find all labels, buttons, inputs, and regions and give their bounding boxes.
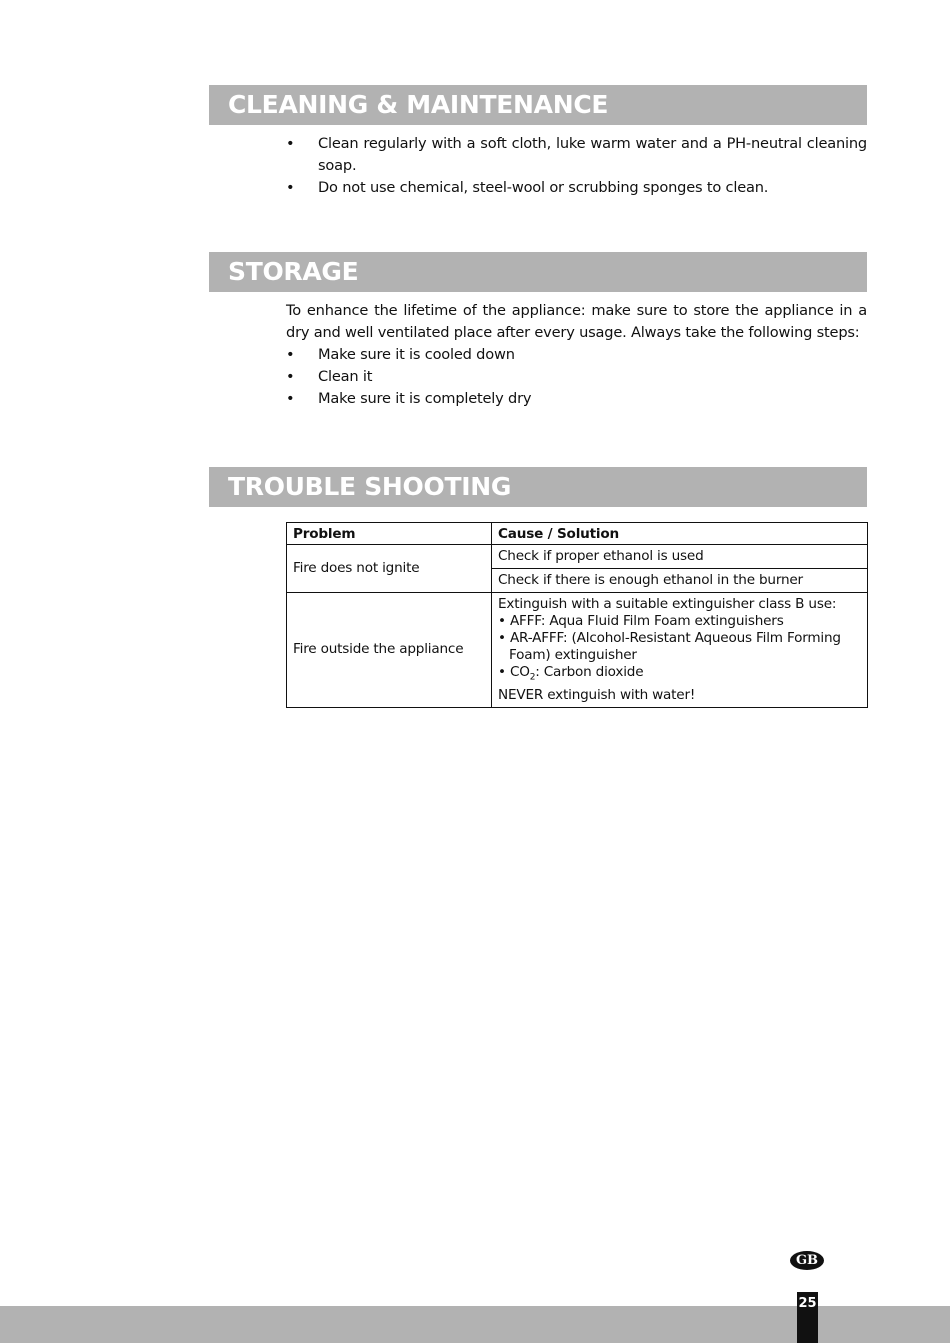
section-header-storage [209, 252, 867, 292]
solution-cell: Check if proper ethanol is used [492, 545, 868, 569]
solution-line: Foam) extinguisher [509, 647, 637, 663]
column-header-solution: Cause / Solution [492, 523, 868, 545]
table-row [287, 545, 868, 569]
bullet-icon: • [286, 179, 295, 196]
solution-line: NEVER extinguish with water! [498, 686, 696, 703]
solution-line: Extinguish with a suitable extinguisher class B use: [498, 596, 837, 612]
list-item: • Clean it [286, 366, 867, 388]
list-item: • Make sure it is completely dry [286, 388, 867, 410]
bullet-icon: • [286, 390, 295, 407]
solution-cell: Check if there is enough ethanol in the burner [492, 569, 868, 593]
solution-cell [492, 593, 868, 708]
problem-cell: Fire outside the appliance [287, 593, 492, 708]
section-header-troubleshooting [209, 467, 867, 507]
section-title: CLEANING & MAINTENANCE [228, 90, 609, 119]
list-item: • Make sure it is cooled down [286, 344, 867, 366]
column-header-problem: Problem [287, 523, 492, 545]
list-item: • Do not use chemical, steel-wool or scrubbing sponges to clean. [286, 177, 867, 199]
problem-cell: Fire does not ignite [287, 545, 492, 593]
section-header-cleaning [209, 85, 867, 125]
troubleshooting-table [286, 522, 868, 708]
storage-intro: To enhance the lifetime of the appliance: make sure to store the appliance in a dry and well ventilated place after every usage. Always take the following steps: [286, 302, 867, 341]
cleaning-content [286, 133, 867, 199]
bullet-icon: • [286, 135, 295, 152]
table-header-row [287, 523, 868, 545]
bullet-icon: • [286, 368, 295, 385]
section-title: TROUBLE SHOOTING [228, 472, 512, 501]
page-number: 25 [797, 1292, 818, 1343]
language-badge: GB [790, 1251, 824, 1270]
solution-line: • AR-AFFF: (Alcohol-Resistant Aqueous Film Forming [498, 630, 841, 646]
solution-line: • $CO_2$: Carbon dioxide [498, 664, 644, 683]
storage-content [286, 300, 867, 410]
storage-list [286, 344, 867, 410]
solution-line: • AFFF: Aqua Fluid Film Foam extinguishers [498, 613, 784, 629]
section-title: STORAGE [228, 257, 359, 286]
table-row [287, 593, 868, 708]
list-item: • Clean regularly with a soft cloth, luke warm water and a PH-neutral cleaning soap. [286, 135, 867, 174]
bullet-icon: • [286, 346, 295, 363]
cleaning-list [286, 133, 867, 199]
